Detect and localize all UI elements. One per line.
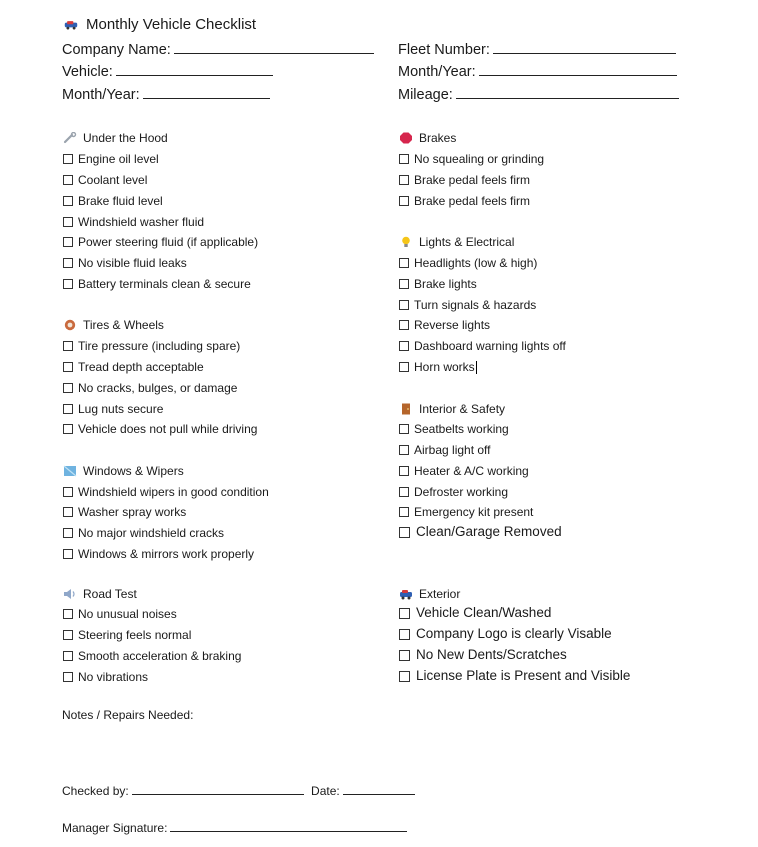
checkbox[interactable] [399,507,409,517]
checkbox[interactable] [63,507,73,517]
vehicle-line[interactable] [116,60,273,76]
manager-signature-field[interactable] [62,819,407,837]
section-lights-title: Lights & Electrical [399,233,514,251]
checklist-item[interactable]: Steering feels normal [63,626,191,644]
checklist-item[interactable]: Emergency kit present [399,503,533,521]
mileage-line[interactable] [456,83,679,99]
checkbox[interactable] [63,528,73,538]
checklist-item[interactable]: No squealing or grinding [399,150,544,168]
section-under-hood-title: Under the Hood [63,129,168,147]
light-bulb-icon [399,236,413,248]
vehicle-field[interactable] [62,60,273,82]
checkbox[interactable] [399,175,409,185]
car-icon [64,19,78,31]
checkbox[interactable] [63,672,73,682]
month-year-line[interactable] [143,83,270,99]
checked-by-line[interactable] [132,782,304,795]
checkbox[interactable] [63,383,73,393]
checkbox[interactable] [399,487,409,497]
checklist-item[interactable]: Brake pedal feels firm [399,171,530,189]
checklist-item[interactable]: License Plate is Present and Visible [399,667,630,685]
checkbox[interactable] [399,629,410,640]
checklist-item[interactable]: Horn works [399,358,477,376]
section-brakes-title: Brakes [399,129,456,147]
checkbox[interactable] [63,549,73,559]
checkbox[interactable] [63,154,73,164]
checked-by-field[interactable] [62,782,415,800]
checklist-item[interactable]: Heater & A/C working [399,462,529,480]
checklist-item[interactable]: Windshield wipers in good condition [63,483,269,501]
text-cursor [476,361,477,374]
checklist-item[interactable]: Brake pedal feels firm [399,192,530,210]
checkbox[interactable] [399,362,409,372]
checklist-item[interactable]: No New Dents/Scratches [399,646,567,664]
checkbox[interactable] [63,196,73,206]
section-exterior-title: Exterior [399,585,460,603]
checkbox[interactable] [399,424,409,434]
car-icon [399,588,413,600]
section-interior-title: Interior & Safety [399,400,505,418]
checklist-item[interactable]: Reverse lights [399,316,490,334]
door-icon [399,403,413,415]
month-year-right-field[interactable] [398,60,677,82]
checkbox[interactable] [63,404,73,414]
checkbox[interactable] [63,424,73,434]
checklist-item[interactable]: Tread depth acceptable [63,358,204,376]
wrench-icon [63,132,77,144]
section-windows-title: Windows & Wipers [63,462,184,480]
company-name-line[interactable] [174,38,374,54]
checkbox[interactable] [399,300,409,310]
stop-sign-icon [399,132,413,144]
company-name-field[interactable] [62,38,374,60]
section-tires-title: Tires & Wheels [63,316,164,334]
checklist-item[interactable]: Brake lights [399,275,477,293]
checkbox[interactable] [63,630,73,640]
company-name-label: Company Name: [62,42,171,58]
checkbox[interactable] [63,362,73,372]
checklist-item[interactable]: Power steering fluid (if applicable) [63,233,258,251]
checklist-item[interactable]: Company Logo is clearly Visable [399,625,612,643]
checklist-item[interactable]: Coolant level [63,171,147,189]
checkbox[interactable] [63,217,73,227]
tire-icon [63,319,77,331]
checklist-item[interactable]: No cracks, bulges, or damage [63,379,237,397]
checklist-item[interactable]: Lug nuts secure [63,400,163,418]
checkbox[interactable] [399,258,409,268]
fleet-number-field[interactable] [398,38,676,60]
checklist-item[interactable]: Headlights (low & high) [399,254,537,272]
checkbox[interactable] [63,258,73,268]
checkbox[interactable] [63,487,73,497]
speaker-icon [63,588,77,600]
checkbox[interactable] [63,341,73,351]
checkbox[interactable] [63,609,73,619]
title-text: Monthly Vehicle Checklist [86,16,257,33]
checkbox[interactable] [399,671,410,682]
section-road-test-title: Road Test [63,585,137,603]
checklist-item[interactable]: Airbag light off [399,441,491,459]
checklist-item[interactable]: Washer spray works [63,503,186,521]
checklist-item[interactable]: Smooth acceleration & braking [63,647,241,665]
checkbox[interactable] [399,154,409,164]
page-title [64,16,256,33]
checklist-item[interactable]: Clean/Garage Removed [399,523,562,541]
window-icon [63,465,77,477]
checklist-item[interactable]: Vehicle Clean/Washed [399,604,551,622]
checkbox[interactable] [63,175,73,185]
checklist-item[interactable]: Windshield washer fluid [63,213,204,231]
checklist-item[interactable]: Windows & mirrors work properly [63,545,254,563]
month-year-right-line[interactable] [479,60,677,76]
checkbox[interactable] [63,237,73,247]
checklist-item[interactable]: Battery terminals clean & secure [63,275,251,293]
checkbox[interactable] [399,608,410,619]
month-year-label: Month/Year: [62,87,140,103]
checklist-item[interactable]: No vibrations [63,668,148,686]
checkbox[interactable] [399,466,409,476]
checkbox[interactable] [399,650,410,661]
checklist-item[interactable]: Tire pressure (including spare) [63,337,240,355]
checkbox[interactable] [399,527,410,538]
checklist-item[interactable]: Brake fluid level [63,192,163,210]
checkbox[interactable] [399,320,409,330]
checklist-item[interactable]: Dashboard warning lights off [399,337,566,355]
manager-signature-line[interactable] [170,819,407,832]
checkbox[interactable] [63,279,73,289]
date-line[interactable] [343,782,415,795]
checklist-item[interactable]: No major windshield cracks [63,524,224,542]
checklist-item[interactable]: Defroster working [399,483,508,501]
checklist-item[interactable]: Vehicle does not pull while driving [63,420,257,438]
fleet-number-label: Fleet Number: [398,42,490,58]
date-label: Date: [311,784,340,798]
checklist-item[interactable]: No unusual noises [63,605,177,623]
month-year-field[interactable] [62,83,270,105]
notes-label: Notes / Repairs Needed: [62,708,194,722]
vehicle-label: Vehicle: [62,64,113,80]
checked-by-label: Checked by: [62,784,129,798]
month-year-right-label: Month/Year: [398,64,476,80]
checklist-item[interactable]: Turn signals & hazards [399,296,536,314]
checkbox[interactable] [63,651,73,661]
checklist-item[interactable]: No visible fluid leaks [63,254,187,272]
checkbox[interactable] [399,196,409,206]
checkbox[interactable] [399,279,409,289]
checkbox[interactable] [399,445,409,455]
mileage-label: Mileage: [398,87,453,103]
manager-signature-label: Manager Signature: [62,821,168,835]
checklist-item[interactable]: Seatbelts working [399,420,509,438]
checklist-item[interactable]: Engine oil level [63,150,159,168]
mileage-field[interactable] [398,83,679,105]
fleet-number-line[interactable] [493,38,676,54]
checkbox[interactable] [399,341,409,351]
